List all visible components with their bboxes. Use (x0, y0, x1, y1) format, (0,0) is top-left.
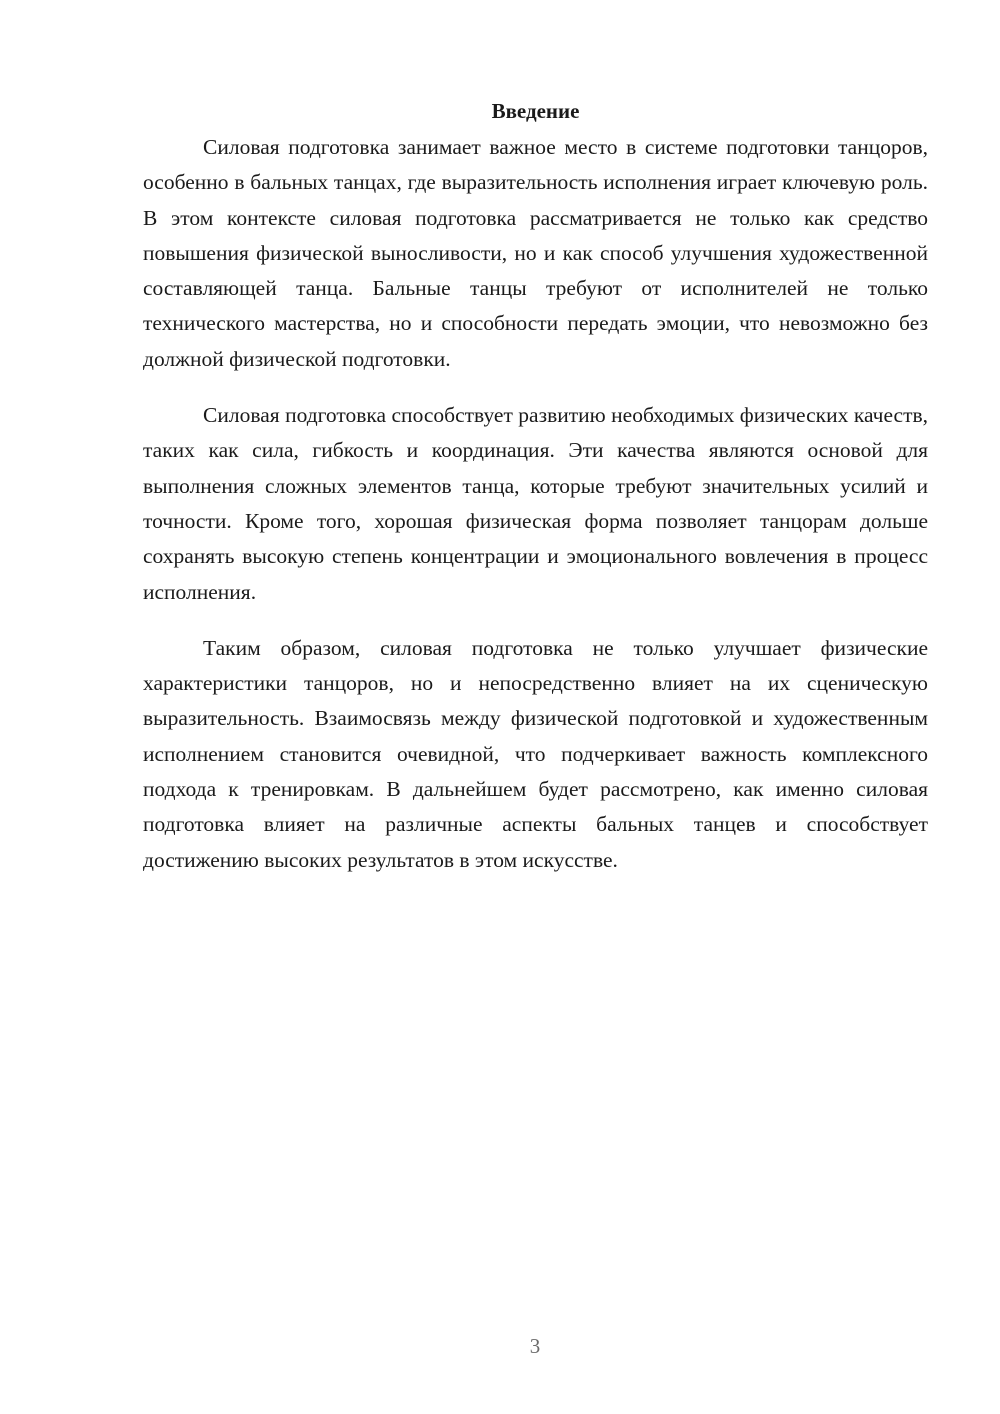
page-content (143, 92, 928, 878)
page-number: 3 (529, 1334, 541, 1358)
paragraph-3: Таким образом, силовая подготовка не только улучшает физические характеристики танцоров, но и непосредственно влияет на их сценическую выразительность. Взаимосвязь между физической подготовкой и художественным исполнением становится очевидной, что подчеркивает важность комплексного подхода к тренировкам. В дальнейшем будет рассмотрено, как именно силовая подготовка влияет на различные аспекты бальных танцев и способствует достижению высоких результатов в этом искусстве. (143, 635, 928, 872)
paragraph-2: Силовая подготовка способствует развитию необходимых физических качеств, таких как сила, гибкость и координация. Эти качества являются основой для выполнения сложных элементов танца, которые требуют значительных усилий и точности. Кроме того, хорошая физическая форма позволяет танцорам дольше сохранять высокую степень концентрации и эмоционального вовлечения в процесс исполнения. (143, 403, 928, 604)
section-title: Введение (491, 99, 580, 123)
paragraph-1: Силовая подготовка занимает важное место в системе подготовки танцоров, особенно в бальных танцах, где выразительность исполнения играет ключевую роль. В этом контексте силовая подготовка рассматривается не только как средство повышения физической выносливости, но и как способ улучшения художественной составляющей танца. Бальные танцы требуют от исполнителей не только технического мастерства, но и способности передать эмоции, что невозможно без должной физической подготовки. (143, 135, 928, 371)
